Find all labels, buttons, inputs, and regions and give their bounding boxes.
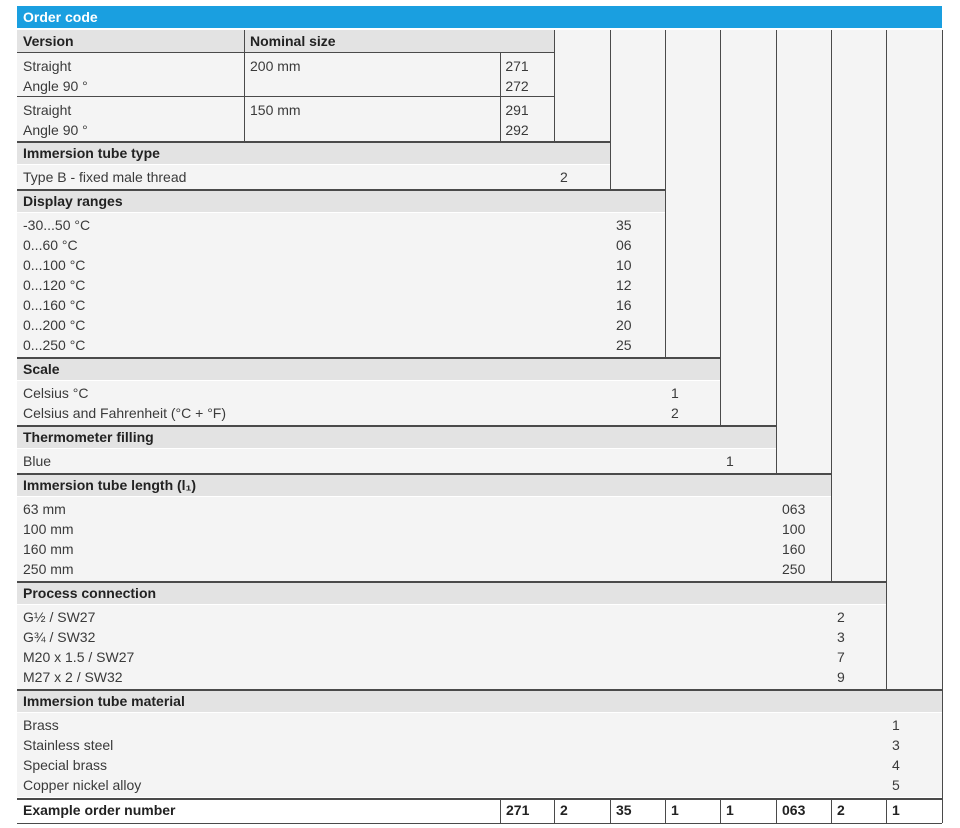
option-code: 16 (616, 297, 632, 313)
option-code: 1 (726, 453, 734, 469)
column-divider (831, 30, 832, 582)
version-code: 291 (505, 102, 529, 118)
section-body (17, 449, 776, 473)
column-divider (776, 30, 777, 474)
version-code: 272 (505, 78, 529, 94)
section-header: Display ranges (17, 190, 665, 212)
version-label: Straight (23, 102, 72, 118)
column-divider (831, 799, 832, 823)
option-code: 2 (671, 405, 679, 421)
code-column-strip (886, 30, 942, 690)
example-code: 35 (616, 802, 632, 818)
example-label: Example order number (23, 802, 176, 818)
option-code: 2 (560, 169, 568, 185)
column-divider (610, 799, 611, 823)
section-divider (17, 689, 942, 691)
column-divider (244, 30, 245, 52)
section-divider (17, 141, 610, 143)
option-code: 3 (892, 737, 900, 753)
nominal-size-value: 200 mm (250, 58, 301, 74)
table-bottom-border (17, 823, 942, 824)
option-label: 0...200 °C (23, 317, 86, 333)
section-body (17, 605, 886, 689)
option-label: Brass (23, 717, 59, 733)
column-divider (720, 799, 721, 823)
section-header: Immersion tube type (17, 142, 610, 164)
column-divider (554, 799, 555, 823)
option-label: Stainless steel (23, 737, 114, 753)
option-code: 35 (616, 217, 632, 233)
example-code: 2 (837, 802, 845, 818)
option-code: 2 (837, 609, 845, 625)
example-code: 1 (671, 802, 679, 818)
section-body (17, 713, 942, 797)
column-divider (886, 799, 887, 823)
example-code: 1 (892, 802, 900, 818)
code-column-strip (776, 30, 831, 474)
option-code: 7 (837, 649, 845, 665)
option-label: Blue (23, 453, 52, 469)
option-code: 1 (671, 385, 679, 401)
option-code: 063 (782, 501, 806, 517)
option-code: 250 (782, 561, 806, 577)
table-title: Order code (17, 6, 942, 28)
option-label: M20 x 1.5 / SW27 (23, 649, 135, 665)
option-label: Celsius and Fahrenheit (°C + °F) (23, 405, 226, 421)
option-code: 10 (616, 257, 632, 273)
section-header: Thermometer filling (17, 426, 776, 448)
option-code: 12 (616, 277, 632, 293)
code-column-strip (831, 30, 886, 582)
option-code: 1 (892, 717, 900, 733)
option-label: 0...250 °C (23, 337, 86, 353)
column-divider (776, 799, 777, 823)
option-code: 100 (782, 521, 806, 537)
column-divider (720, 30, 721, 426)
column-divider (665, 799, 666, 823)
option-code: 160 (782, 541, 806, 557)
section-divider (17, 189, 665, 191)
option-label: G¾ / SW32 (23, 629, 96, 645)
version-label: Angle 90 ° (23, 78, 88, 94)
column-divider (244, 53, 245, 97)
nominal-size-value: 150 mm (250, 102, 301, 118)
section-header: Process connection (17, 582, 886, 604)
section-header: Immersion tube material (17, 690, 942, 712)
row-divider (17, 96, 554, 97)
option-label: M27 x 2 / SW32 (23, 669, 123, 685)
option-code: 20 (616, 317, 632, 333)
option-code: 25 (616, 337, 632, 353)
version-label: Straight (23, 58, 72, 74)
section-header: Immersion tube length (l₁) (17, 474, 831, 496)
code-column-strip (610, 30, 665, 190)
option-label: Celsius °C (23, 385, 89, 401)
version-code: 271 (505, 58, 529, 74)
option-label: 0...160 °C (23, 297, 86, 313)
column-header-version: Version (23, 33, 74, 49)
option-label: 160 mm (23, 541, 74, 557)
option-label: Copper nickel alloy (23, 777, 142, 793)
section-divider (17, 357, 720, 359)
column-divider (665, 30, 666, 358)
option-label: Type B - fixed male thread (23, 169, 187, 185)
code-column-strip (554, 30, 610, 142)
row-divider (17, 52, 554, 53)
example-code: 271 (506, 802, 530, 818)
section-header: Scale (17, 358, 720, 380)
section-divider (17, 581, 886, 583)
option-code: 4 (892, 757, 900, 773)
version-label: Angle 90 ° (23, 122, 88, 138)
option-label: 0...100 °C (23, 257, 86, 273)
option-label: G½ / SW27 (23, 609, 96, 625)
option-code: 9 (837, 669, 845, 685)
option-code: 06 (616, 237, 632, 253)
example-code: 2 (560, 802, 568, 818)
column-divider (554, 30, 555, 142)
example-code: 063 (782, 802, 806, 818)
section-body (17, 497, 831, 581)
option-label: 250 mm (23, 561, 74, 577)
column-divider (942, 30, 943, 823)
version-code: 292 (505, 122, 529, 138)
column-divider (500, 799, 501, 823)
section-divider (17, 425, 776, 427)
option-label: 63 mm (23, 501, 66, 517)
column-divider (500, 53, 501, 142)
code-column-strip (720, 30, 776, 426)
option-label: 100 mm (23, 521, 74, 537)
option-label: 0...60 °C (23, 237, 78, 253)
option-label: Special brass (23, 757, 108, 773)
section-body (17, 213, 665, 357)
column-header-nominal-size: Nominal size (250, 33, 336, 49)
option-code: 3 (837, 629, 845, 645)
code-column-strip (665, 30, 720, 358)
column-divider (886, 30, 887, 690)
column-divider (610, 30, 611, 190)
option-label: -30...50 °C (23, 217, 91, 233)
column-divider (244, 97, 245, 141)
section-divider (17, 473, 831, 475)
option-label: 0...120 °C (23, 277, 86, 293)
example-code: 1 (726, 802, 734, 818)
option-code: 5 (892, 777, 900, 793)
